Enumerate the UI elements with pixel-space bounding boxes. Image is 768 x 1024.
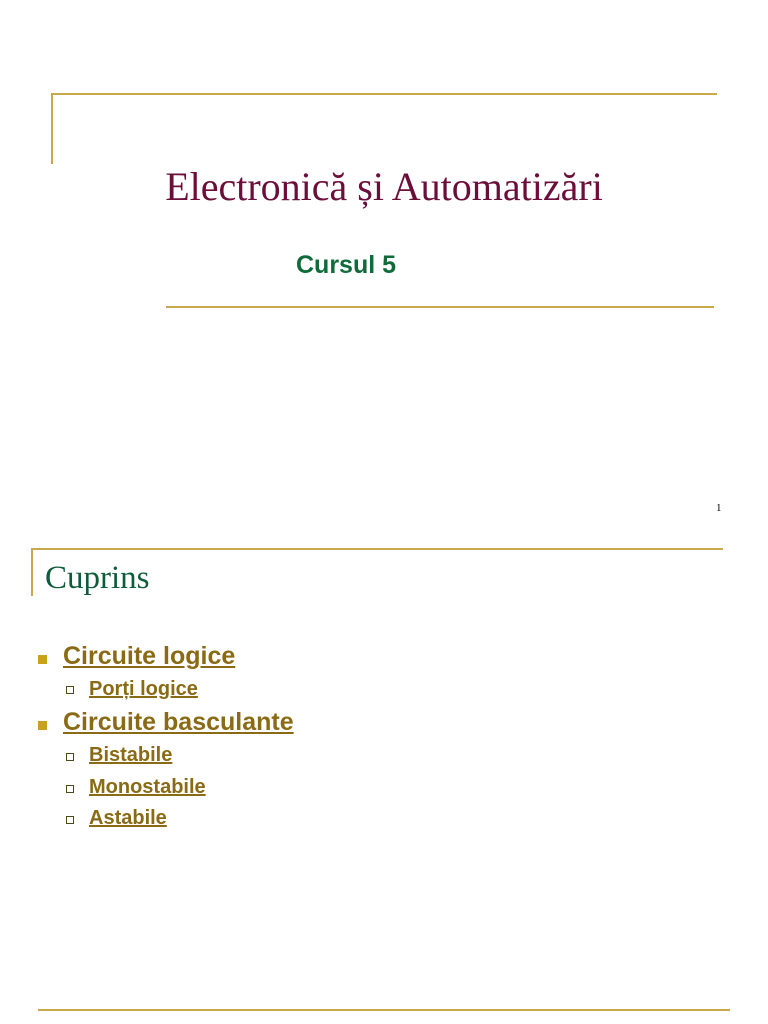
toc-link-circuite-basculante[interactable]: Circuite basculante xyxy=(63,708,294,736)
toc-link-circuite-logice[interactable]: Circuite logice xyxy=(63,642,236,670)
page-number: 1 xyxy=(716,502,722,514)
square-bullet-icon xyxy=(38,655,47,664)
slide1-top-rule xyxy=(51,93,717,95)
hollow-square-bullet-icon xyxy=(66,686,74,694)
hollow-square-bullet-icon xyxy=(66,816,74,824)
toc-link-bistabile[interactable]: Bistabile xyxy=(89,744,173,766)
contents-heading: Cuprins xyxy=(45,560,150,596)
slide2-left-rule xyxy=(31,548,33,596)
slide1-subtitle: Cursul 5 xyxy=(296,251,397,279)
slide1-title: Electronică și Automatizări xyxy=(165,164,603,209)
slide2-bottom-rule xyxy=(38,1009,730,1011)
square-bullet-icon xyxy=(38,721,47,730)
toc-link-porti-logice[interactable]: Porți logice xyxy=(89,678,198,700)
hollow-square-bullet-icon xyxy=(66,785,74,793)
hollow-square-bullet-icon xyxy=(66,753,74,761)
slide2-top-rule xyxy=(31,548,723,550)
toc-link-astabile[interactable]: Astabile xyxy=(89,807,167,829)
slide1-left-rule xyxy=(51,93,53,164)
toc-link-monostabile[interactable]: Monostabile xyxy=(89,776,206,798)
slide1-bottom-rule xyxy=(166,306,714,308)
